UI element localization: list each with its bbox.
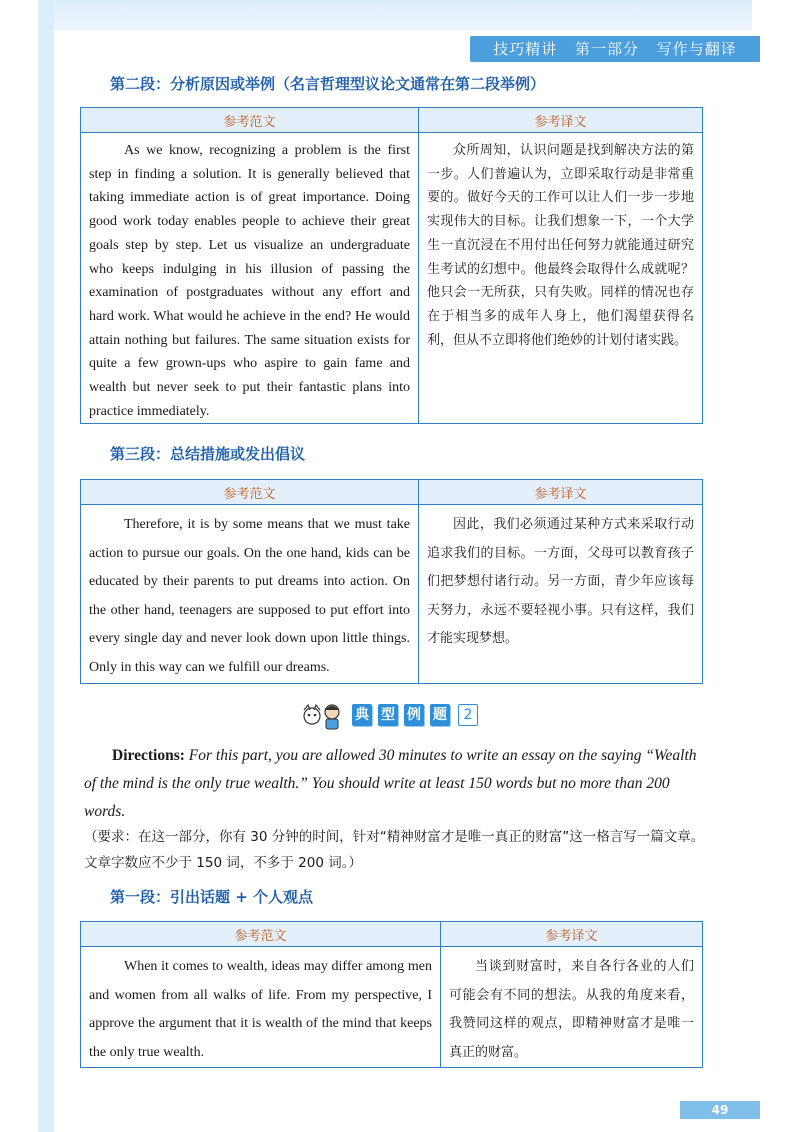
section1-title: 第一段：引出话题 + 个人观点 bbox=[110, 888, 314, 906]
header-part2: 第一部分 bbox=[574, 40, 639, 58]
banner-char-2: 型 bbox=[378, 704, 398, 726]
chapter-header bbox=[470, 36, 760, 62]
section1-col-en: 参考范文 bbox=[81, 922, 441, 947]
page-number: 49 bbox=[680, 1101, 760, 1119]
directions bbox=[84, 742, 706, 826]
directions-body: For this part, you are allowed 30 minutes to write an essay on the saying “Wealth of the mind is the only true wealth.” You should write at least 150 words but no more than 200 words. bbox=[84, 747, 697, 820]
section1-zh-text: 当谈到财富时，来自各行各业的人们可能会有不同的想法。从我的角度来看，我赞同这样的观点，即精神财富才是唯一真正的财富。 bbox=[449, 959, 694, 1060]
requirement-text: （要求：在这一部分，你有 30 分钟的时间，针对“精神财富才是唯一真正的财富”这一格言写一篇文章。文章字数应不少于 150 词，不多于 200 词。） bbox=[84, 829, 705, 871]
section2-zh-text: 众所周知，认识问题是找到解决方法的第一步。人们普遍认为，立即采取行动是非常重要的。做好今天的工作可以让人们一步一步地实现伟大的目标。让我们想象一下，一个大学生一直沉浸在不用付出任何努力就能通过研究生考试的幻想中。他最终会取得什么成就呢？他只会一无所获，只有失败。同样的情况也存在于相当多的成年人身上，他们渴望获得名利，但从不立即将他们绝妙的计划付诸实践。 bbox=[427, 143, 694, 348]
section1-en-text: When it comes to wealth, ideas may differ among men and women from all walks of life. From my perspective, I approve the argument that it is wealth of the mind that keeps the only true wealth. bbox=[89, 959, 432, 1060]
section3-zh-text: 因此，我们必须通过某种方式来采取行动追求我们的目标。一方面，父母可以教育孩子们把梦想付诸行动。另一方面，青少年应该每天努力，永远不要轻视小事。只有这样，我们才能实现梦想。 bbox=[427, 517, 694, 647]
mascot-icon bbox=[300, 700, 346, 730]
section1-col-zh: 参考译文 bbox=[441, 922, 703, 947]
section2-col-en: 参考范文 bbox=[81, 108, 419, 133]
section3-col-zh: 参考译文 bbox=[419, 480, 703, 505]
example-banner bbox=[300, 698, 478, 732]
banner-char-1: 典 bbox=[352, 704, 372, 726]
banner-char-3: 例 bbox=[404, 704, 424, 726]
section3-title: 第三段：总结措施或发出倡议 bbox=[110, 445, 306, 463]
section3-table bbox=[80, 479, 703, 684]
header-band bbox=[54, 0, 752, 30]
section2-col-zh: 参考译文 bbox=[419, 108, 703, 133]
banner-number: 2 bbox=[458, 704, 478, 726]
banner-char-4: 题 bbox=[430, 704, 450, 726]
section1-table bbox=[80, 921, 703, 1068]
section3-en-text: Therefore, it is by some means that we must take action to pursue our goals. On the one hand, kids can be educated by their parents to put dreams into action. On the other hand, teenagers are supposed to put effort into every single day and never look down upon little things. Only in this way can we fulfill our dreams. bbox=[89, 517, 410, 675]
section2-en-text: As we know, recognizing a problem is the first step in finding a solution. It is generally believed that taking immediate action is of great importance. Doing good work today enables people to achieve their great goals step by step. Let us visualize an undergraduate who keeps indulging in his illusion of passing the examination of postgraduates without any effort and hard work. What would he achieve in the end? He would attain nothing but failures. The same situation exists for quite a few grown-ups who aspire to gain fame and wealth but never seek to put their fantastic plans into practice immediately. bbox=[89, 143, 410, 419]
section3-col-en: 参考范文 bbox=[81, 480, 419, 505]
header-part3: 写作与翻译 bbox=[656, 40, 737, 58]
header-part1: 技巧精讲 bbox=[493, 40, 558, 58]
section2-table bbox=[80, 107, 703, 424]
side-decor-bar bbox=[38, 0, 54, 1132]
directions-lead: Directions: bbox=[112, 747, 185, 764]
section2-title: 第二段：分析原因或举例（名言哲理型议论文通常在第二段举例） bbox=[110, 75, 546, 93]
